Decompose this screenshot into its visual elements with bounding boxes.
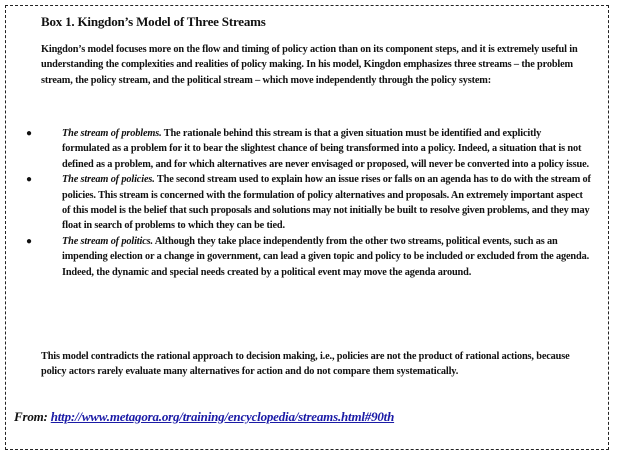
source-link[interactable]: http://www.metagora.org/training/encyclopedia/streams.html#90th — [50, 409, 395, 424]
box-title: Box 1. Kingdon’s Model of Three Streams — [41, 14, 266, 29]
streams-list — [26, 126, 591, 280]
bullet-icon: ● — [26, 235, 32, 247]
source-label: From: — [14, 409, 48, 424]
closing-text: This model contradicts the rational approach to decision making, i.e., policies are not the product of rational actions, because policy actors rarely evaluate many alternatives for action and do not compare them systematically. — [41, 351, 570, 378]
source-line — [14, 409, 394, 425]
bullet-lead: The stream of politics. — [62, 235, 153, 247]
bullet-text: Although they take place independently from the other two streams, political events, such as an impending election or a change in government, can lead a given topic and policy to be included or excluded from the agenda. Indeed, the dynamic and special needs created by a political event may move the agenda around. — [62, 235, 590, 278]
list-item — [26, 126, 591, 172]
closing-paragraph — [41, 349, 586, 380]
bullet-icon: ● — [26, 174, 32, 186]
text-box — [5, 5, 609, 450]
bullet-text: The second stream used to explain how an issue rises or falls on an agenda has to do with the stream of policies. This stream is concerned with the formulation of policy alternatives and proposals. An extremely important aspect of this model is the belief that such proposals and solutions may not initially be built to resolve given problems, and they may float in search of problems to which they can be tied. — [62, 174, 591, 232]
bullet-text: The rationale behind this stream is that a given situation must be identified and explicitly formulated as a problem for it to bear the slightest chance of being transformed into a policy. Indeed, a situation that is not defined as a problem, and for which alternatives are never envisaged or proposed, will never be converted into a policy issue. — [62, 128, 589, 170]
intro-paragraph — [41, 42, 586, 88]
intro-text: Kingdon’s model focuses more on the flow and timing of policy action than on its component steps, and it is extremely useful in understanding the complexities and realities of policy making. In his model, Kingdon emphasizes three streams – the problem stream, the policy stream, and the political stream – which move independently through the policy system: — [41, 44, 578, 86]
bullet-lead: The stream of problems. — [62, 128, 162, 139]
bullet-lead: The stream of policies. — [62, 174, 155, 186]
list-item — [26, 234, 591, 280]
list-item — [26, 172, 591, 234]
bullet-icon: ● — [26, 128, 32, 139]
